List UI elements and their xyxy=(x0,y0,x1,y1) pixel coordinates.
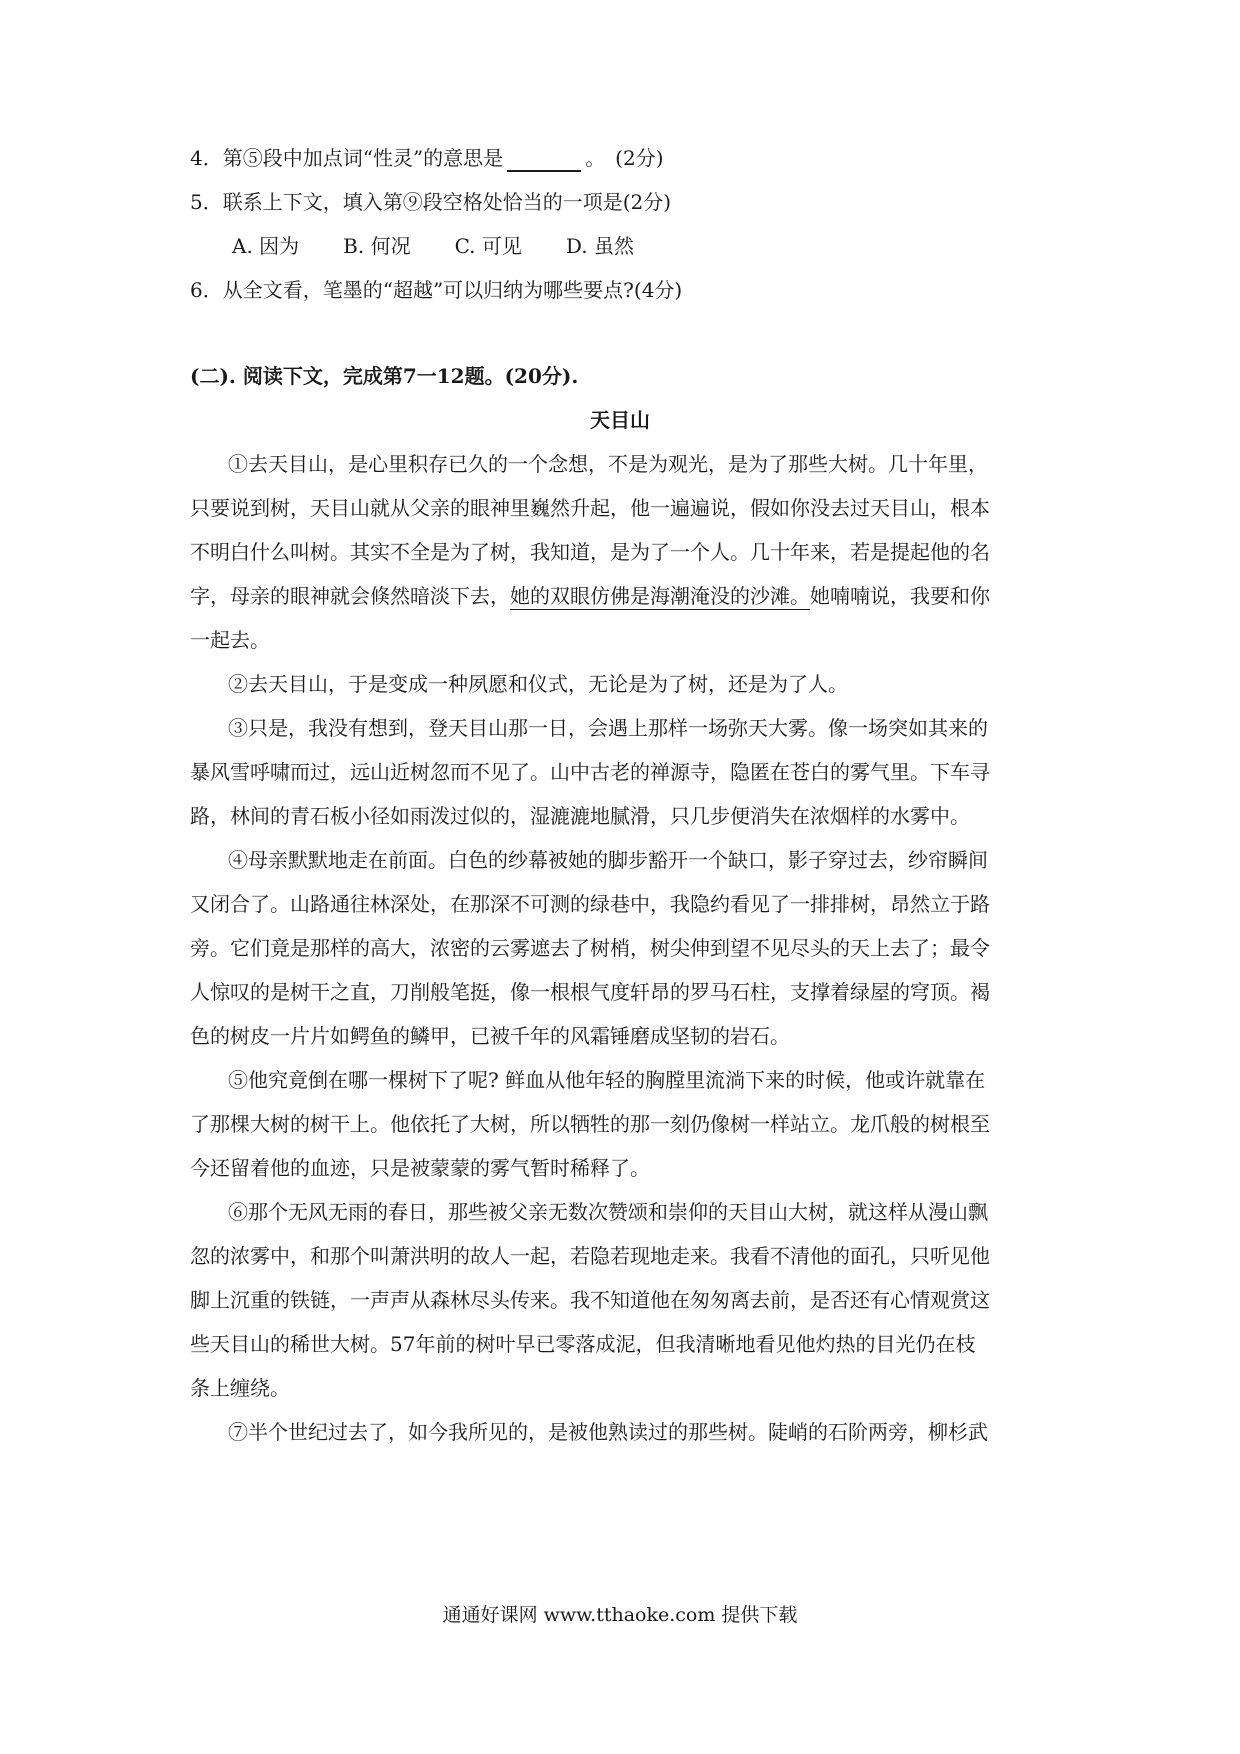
paragraph-line: ⑥那个无风无雨的春日，那些被父亲无数次赞颂和崇仰的天目山大树，就这样从漫山飘 xyxy=(228,1200,988,1224)
option-c: C. 可见 xyxy=(454,234,522,258)
paragraph-line: 旁。它们竟是那样的高大，浓密的云雾遮去了树梢，树尖伸到望不见尽头的天上去了；最令 xyxy=(190,936,990,960)
paragraph-line: 字，母亲的眼神就会倏然暗淡下去，她的双眼仿佛是海潮淹没的沙滩。她喃喃说，我要和你 xyxy=(190,584,990,608)
option-b: B. 何况 xyxy=(343,234,411,258)
paragraph-line: 只要说到树，天目山就从父亲的眼神里巍然升起，他一遍遍说，假如你没去过天目山，根本 xyxy=(190,496,990,520)
answer-blank xyxy=(507,150,581,172)
paragraph-line: 不明白什么叫树。其实不全是为了树，我知道，是为了一个人。几十年来，若是提起他的名 xyxy=(190,540,990,564)
paragraph-line: 脚上沉重的铁链，一声声从森林尽头传来。我不知道他在匆匆离去前，是否还有心情观赏这 xyxy=(190,1288,990,1312)
article-title: 天目山 xyxy=(590,408,650,432)
paragraph-line: 忽的浓雾中，和那个叫萧洪明的故人一起，若隐若现地走来。我看不清他的面孔，只听见他 xyxy=(190,1244,990,1268)
page-footer: 通通好课网 www.tthaoke.com 提供下载 xyxy=(442,1604,798,1626)
paragraph-line: 又闭合了。山路通往林深处，在那深不可测的绿巷中，我隐约看见了一排排树，昂然立于路 xyxy=(190,892,990,916)
paragraph-line: 色的树皮一片片如鳄鱼的鳞甲，已被千年的风霜锤磨成坚韧的岩石。 xyxy=(190,1024,790,1048)
paragraph-line: ⑦半个世纪过去了，如今我所见的，是被他熟读过的那些树。陡峭的石阶两旁，柳杉武 xyxy=(228,1420,988,1444)
option-a: A. 因为 xyxy=(232,234,300,258)
paragraph-line: ⑤他究竟倒在哪一棵树下了呢? 鲜血从他年轻的胸膛里流淌下来的时候，他或许就靠在 xyxy=(228,1068,986,1092)
paragraph-line: ④母亲默默地走在前面。白色的纱幕被她的脚步豁开一个缺口，影子穿过去，纱帘瞬间 xyxy=(228,848,988,872)
paragraph-line: 一起去。 xyxy=(190,628,270,652)
paragraph-line: 暴风雪呼啸而过，远山近树忽而不见了。山中古老的禅源寺，隐匿在苍白的雾气里。下车寻 xyxy=(190,760,990,784)
paragraph-line: 路，林间的青石板小径如雨泼过似的，湿漉漉地腻滑，只几步便消失在浓烟样的水雾中。 xyxy=(190,804,970,828)
paragraph-line: ②去天目山，于是变成一种夙愿和仪式，无论是为了树，还是为了人。 xyxy=(228,672,848,696)
underlined-sentence: 她的双眼仿佛是海潮淹没的沙滩。 xyxy=(510,584,810,608)
paragraph-line: 了那棵大树的树干上。他依托了大树，所以牺牲的那一刻仍像树一样站立。龙爪般的树根至 xyxy=(190,1112,990,1136)
paragraph-line: ③只是，我没有想到，登天目山那一日，会遇上那样一场弥天大雾。像一场突如其来的 xyxy=(228,716,988,740)
section-heading: (二). 阅读下文，完成第7一12题。(20分). xyxy=(190,364,579,388)
question-5-options xyxy=(232,232,932,260)
paragraph-line: 今还留着他的血迹，只是被蒙蒙的雾气暂时稀释了。 xyxy=(190,1156,650,1180)
question-5: 5．联系上下文，填入第⑨段空格处恰当的一项是(2分) xyxy=(190,190,672,214)
option-d: D. 虽然 xyxy=(565,234,634,258)
paragraph-line: 条上缠绕。 xyxy=(190,1376,290,1400)
paragraph-line: 人惊叹的是树干之直，刀削般笔挺，像一根根气度轩昂的罗马石柱，支撑着绿屋的穹顶。褐 xyxy=(190,980,990,1004)
question-6: 6．从全文看，笔墨的“超越”可以归纳为哪些要点?(4分) xyxy=(190,278,683,302)
paragraph-line: ①去天目山，是心里积存已久的一个念想，不是为观光，是为了那些大树。几十年里， xyxy=(228,452,988,476)
paragraph-line: 些天目山的稀世大树。57年前的树叶早已零落成泥，但我清晰地看见他灼热的目光仍在枝 xyxy=(190,1332,976,1356)
question-4: 4．第⑤段中加点词“性灵”的意思是 。 (2分) xyxy=(190,146,664,170)
